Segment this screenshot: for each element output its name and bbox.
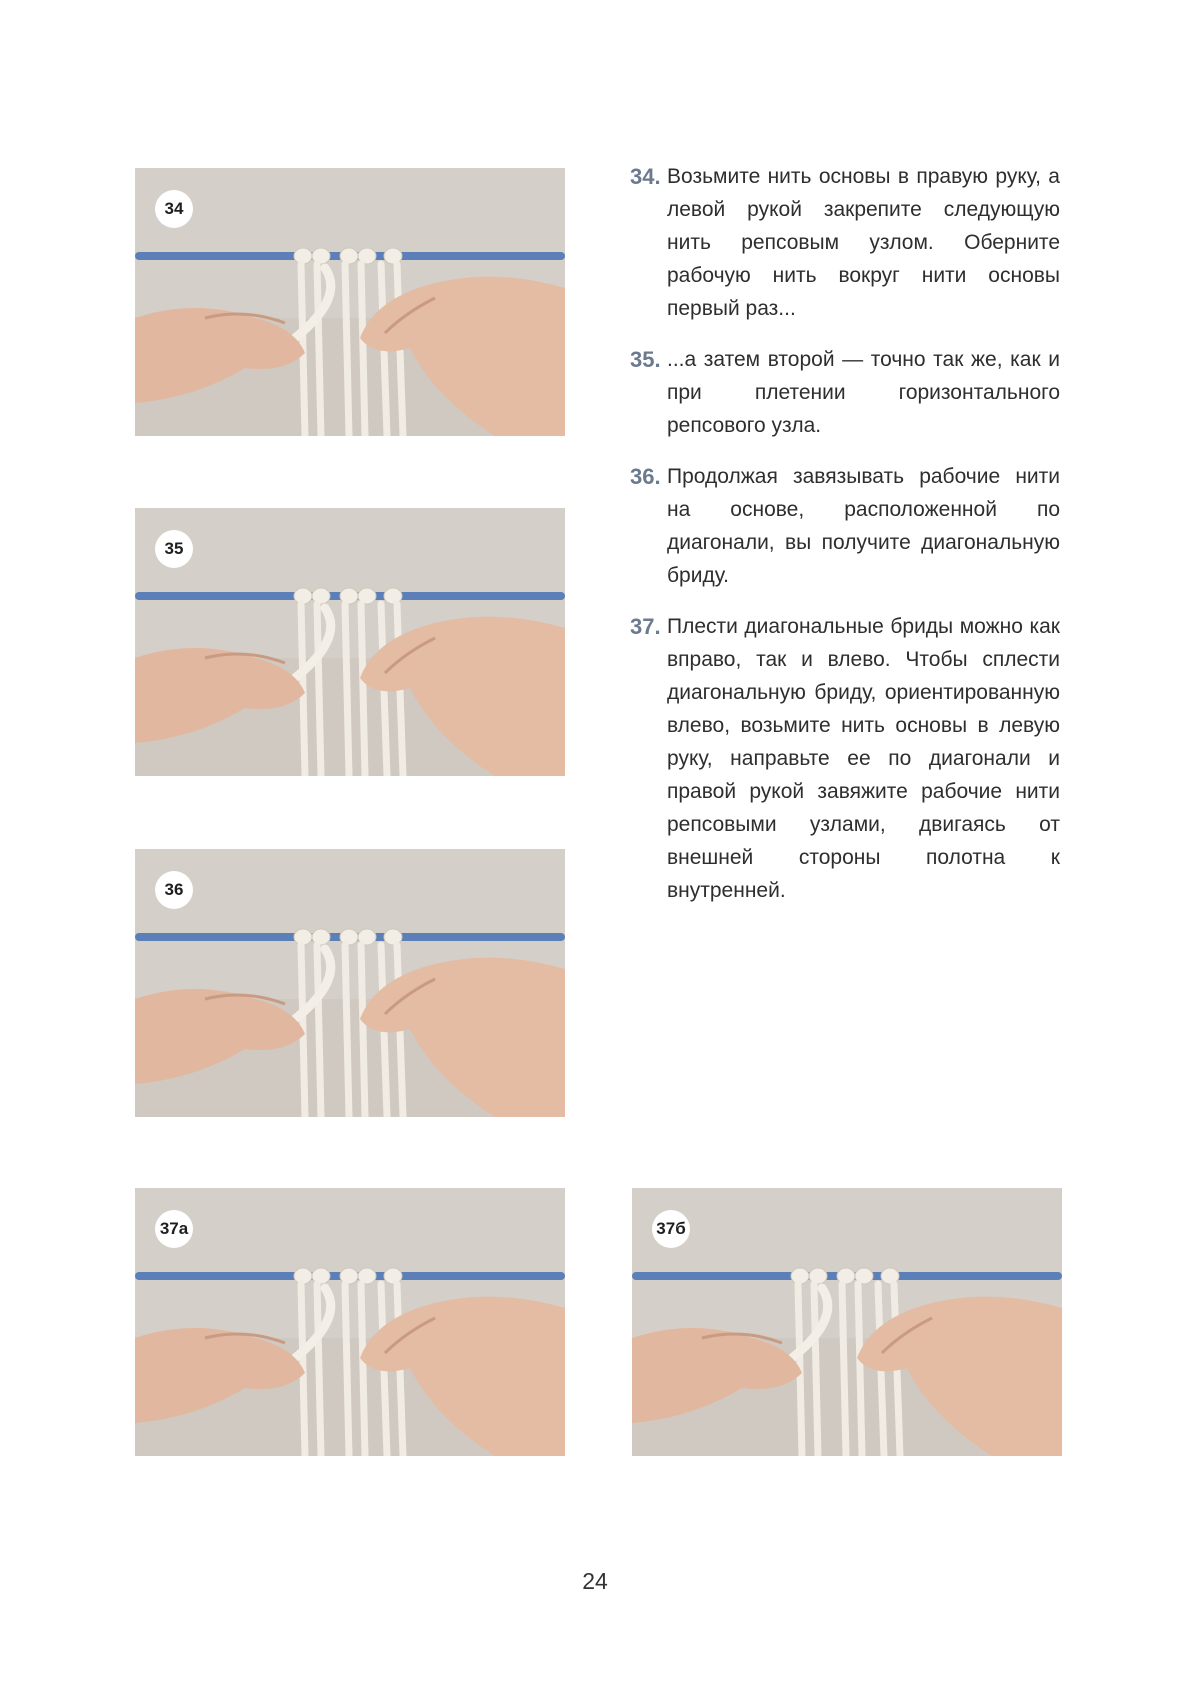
- photo-badge: 35: [155, 530, 193, 568]
- instructions: [630, 160, 1060, 925]
- step-37: [630, 610, 1060, 907]
- photo-badge: 37а: [155, 1210, 193, 1248]
- step-34: [630, 160, 1060, 325]
- photo-badge: 37б: [652, 1210, 690, 1248]
- step-number: 37.: [630, 614, 661, 639]
- photo-badge: 34: [155, 190, 193, 228]
- step-number: 35.: [630, 347, 661, 372]
- photo-step-36: [135, 849, 565, 1117]
- page-number: 24: [582, 1568, 608, 1594]
- step-number: 36.: [630, 464, 661, 489]
- step-number: 34.: [630, 164, 661, 189]
- photo-step-34: [135, 168, 565, 436]
- step-text: ...а затем второй — точно так же, как и при плетении горизонтального репсового узла.: [667, 348, 1060, 437]
- step-text: Плести диагональные бриды можно как вправо, так и влево. Чтобы сплести диагональную бриду, ориентированную влево, возьмите нить основы в левую руку, направьте ее по диагонали и правой рукой завяжите рабочие нити репсовыми узлами, двигаясь от внешней стороны полотна к внутренней.: [667, 615, 1060, 902]
- photo-step-37b: [632, 1188, 1062, 1456]
- step-36: [630, 460, 1060, 592]
- step-text: Продолжая завязывать рабочие нити на основе, расположенной по диагонали, вы получите диагональную бриду.: [667, 465, 1060, 587]
- photo-badge: 36: [155, 871, 193, 909]
- step-text: Возьмите нить основы в правую руку, а левой рукой закрепите следующую нить репсовым узлом. Оберните рабочую нить вокруг нити основы первый раз...: [667, 165, 1060, 320]
- photo-step-35: [135, 508, 565, 776]
- step-35: [630, 343, 1060, 442]
- photo-step-37a: [135, 1188, 565, 1456]
